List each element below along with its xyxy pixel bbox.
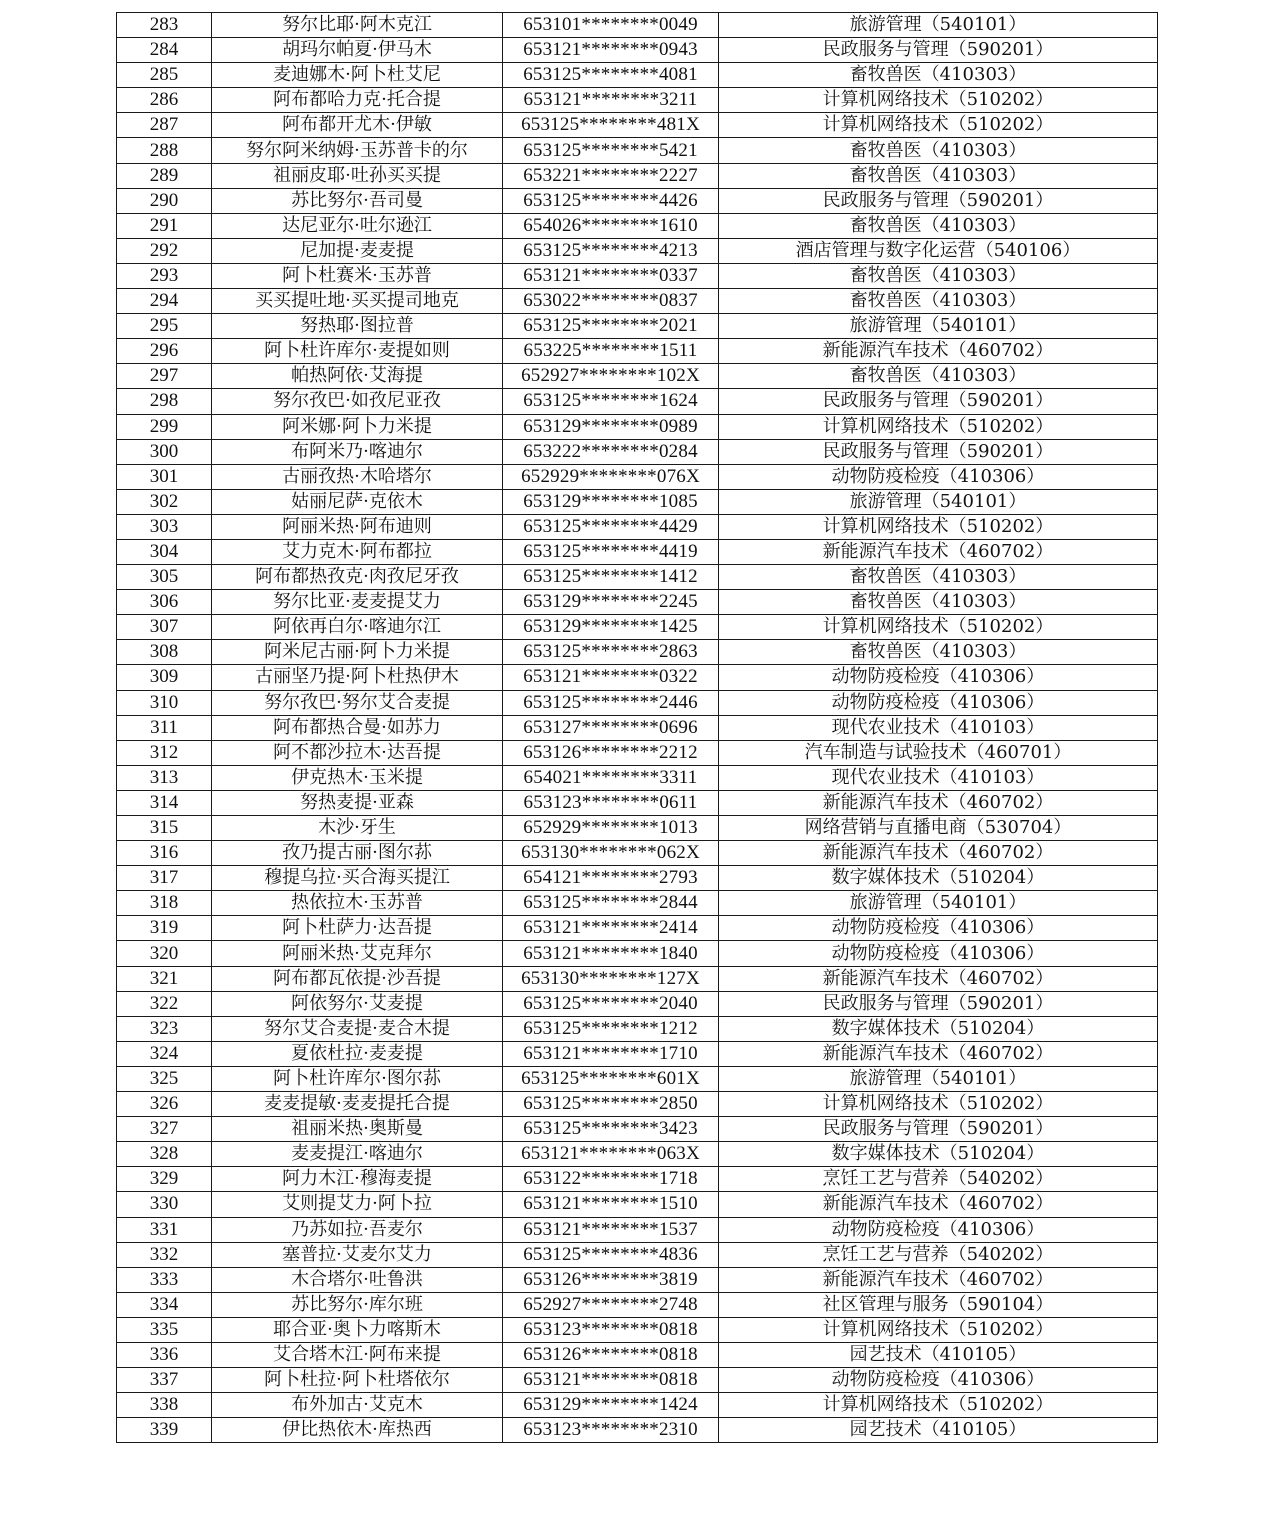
student-name-cell: 乃苏如拉·吾麦尔 — [212, 1217, 503, 1242]
table-row — [117, 740, 1158, 765]
table-row — [117, 489, 1158, 514]
student-name-cell: 布外加古·艾克木 — [212, 1393, 503, 1418]
student-name-cell: 努热麦提·亚森 — [212, 790, 503, 815]
major-cell: 动物防疫检疫（410306） — [719, 941, 1158, 966]
student-name-cell: 阿卜杜萨力·达吾提 — [212, 916, 503, 941]
id-number-cell: 653125********4419 — [503, 539, 719, 564]
table-row — [117, 866, 1158, 891]
id-number-cell: 653222********0284 — [503, 439, 719, 464]
major-cell: 数字媒体技术（510204） — [719, 1142, 1158, 1167]
table-row — [117, 590, 1158, 615]
major-cell: 数字媒体技术（510204） — [719, 866, 1158, 891]
major-cell: 烹饪工艺与营养（540202） — [719, 1242, 1158, 1267]
major-cell: 计算机网络技术（510202） — [719, 88, 1158, 113]
student-name-cell: 祖丽皮耶·吐孙买买提 — [212, 163, 503, 188]
major-cell: 新能源汽车技术（460702） — [719, 790, 1158, 815]
major-cell: 新能源汽车技术（460702） — [719, 1041, 1158, 1066]
student-name-cell: 麦迪娜木·阿卜杜艾尼 — [212, 63, 503, 88]
student-name-cell: 麦麦提敏·麦麦提托合提 — [212, 1092, 503, 1117]
major-cell: 民政服务与管理（590201） — [719, 188, 1158, 213]
table-row — [117, 1041, 1158, 1066]
row-number-cell: 330 — [117, 1192, 212, 1217]
row-number-cell: 331 — [117, 1217, 212, 1242]
student-name-cell: 夏依杜拉·麦麦提 — [212, 1041, 503, 1066]
student-name-cell: 阿布都开尤木·伊敏 — [212, 113, 503, 138]
student-name-cell: 穆提乌拉·买合海买提江 — [212, 866, 503, 891]
row-number-cell: 286 — [117, 88, 212, 113]
row-number-cell: 308 — [117, 640, 212, 665]
row-number-cell: 326 — [117, 1092, 212, 1117]
major-cell: 动物防疫检疫（410306） — [719, 1368, 1158, 1393]
table-row — [117, 841, 1158, 866]
student-name-cell: 阿卜杜许库尔·图尔荪 — [212, 1066, 503, 1091]
id-number-cell: 653129********2245 — [503, 590, 719, 615]
table-row — [117, 991, 1158, 1016]
student-name-cell: 达尼亚尔·吐尔逊江 — [212, 213, 503, 238]
id-number-cell: 653022********0837 — [503, 289, 719, 314]
student-name-cell: 孜乃提古丽·图尔荪 — [212, 841, 503, 866]
id-number-cell: 653129********1425 — [503, 615, 719, 640]
id-number-cell: 653101********0049 — [503, 13, 719, 38]
id-number-cell: 653125********2844 — [503, 891, 719, 916]
id-number-cell: 653125********1212 — [503, 1016, 719, 1041]
major-cell: 新能源汽车技术（460702） — [719, 339, 1158, 364]
id-number-cell: 653125********4429 — [503, 514, 719, 539]
row-number-cell: 328 — [117, 1142, 212, 1167]
table-row — [117, 1217, 1158, 1242]
table-row — [117, 966, 1158, 991]
id-number-cell: 653125********601X — [503, 1066, 719, 1091]
major-cell: 园艺技术（410105） — [719, 1342, 1158, 1367]
student-name-cell: 阿力木江·穆海麦提 — [212, 1167, 503, 1192]
row-number-cell: 317 — [117, 866, 212, 891]
id-number-cell: 653121********0322 — [503, 665, 719, 690]
table-row — [117, 13, 1158, 38]
student-name-cell: 阿米尼古丽·阿卜力米提 — [212, 640, 503, 665]
row-number-cell: 334 — [117, 1292, 212, 1317]
row-number-cell: 310 — [117, 690, 212, 715]
row-number-cell: 327 — [117, 1117, 212, 1142]
student-name-cell: 努尔比亚·麦麦提艾力 — [212, 590, 503, 615]
id-number-cell: 653225********1511 — [503, 339, 719, 364]
id-number-cell: 652927********2748 — [503, 1292, 719, 1317]
row-number-cell: 304 — [117, 539, 212, 564]
row-number-cell: 319 — [117, 916, 212, 941]
major-cell: 民政服务与管理（590201） — [719, 439, 1158, 464]
row-number-cell: 305 — [117, 565, 212, 590]
id-number-cell: 653121********0818 — [503, 1368, 719, 1393]
row-number-cell: 294 — [117, 289, 212, 314]
major-cell: 畜牧兽医（410303） — [719, 640, 1158, 665]
student-name-cell: 阿布都哈力克·托合提 — [212, 88, 503, 113]
table-row — [117, 113, 1158, 138]
table-row — [117, 1242, 1158, 1267]
student-name-cell: 热依拉木·玉苏普 — [212, 891, 503, 916]
student-name-cell: 木合塔尔·吐鲁洪 — [212, 1267, 503, 1292]
major-cell: 旅游管理（540101） — [719, 489, 1158, 514]
table-row — [117, 88, 1158, 113]
id-number-cell: 653125********2021 — [503, 314, 719, 339]
student-name-cell: 努尔比耶·阿木克江 — [212, 13, 503, 38]
table-row — [117, 690, 1158, 715]
major-cell: 计算机网络技术（510202） — [719, 1317, 1158, 1342]
row-number-cell: 323 — [117, 1016, 212, 1041]
row-number-cell: 283 — [117, 13, 212, 38]
major-cell: 计算机网络技术（510202） — [719, 1393, 1158, 1418]
table-row — [117, 1292, 1158, 1317]
row-number-cell: 295 — [117, 314, 212, 339]
row-number-cell: 293 — [117, 263, 212, 288]
table-row — [117, 1066, 1158, 1091]
id-number-cell: 653125********1412 — [503, 565, 719, 590]
student-name-cell: 阿不都沙拉木·达吾提 — [212, 740, 503, 765]
major-cell: 畜牧兽医（410303） — [719, 289, 1158, 314]
student-name-cell: 塞普拉·艾麦尔艾力 — [212, 1242, 503, 1267]
id-number-cell: 652929********1013 — [503, 816, 719, 841]
id-number-cell: 654121********2793 — [503, 866, 719, 891]
table-row — [117, 916, 1158, 941]
id-number-cell: 653123********0818 — [503, 1317, 719, 1342]
student-name-cell: 阿卜杜拉·阿卜杜塔依尔 — [212, 1368, 503, 1393]
student-name-cell: 姑丽尼萨·克依木 — [212, 489, 503, 514]
table-row — [117, 1142, 1158, 1167]
id-number-cell: 653121********2414 — [503, 916, 719, 941]
row-number-cell: 316 — [117, 841, 212, 866]
major-cell: 畜牧兽医（410303） — [719, 263, 1158, 288]
student-name-cell: 阿卜杜许库尔·麦提如则 — [212, 339, 503, 364]
major-cell: 酒店管理与数字化运营（540106） — [719, 238, 1158, 263]
major-cell: 动物防疫检疫（410306） — [719, 916, 1158, 941]
table-row — [117, 213, 1158, 238]
table-row — [117, 1167, 1158, 1192]
id-number-cell: 653221********2227 — [503, 163, 719, 188]
table-row — [117, 38, 1158, 63]
major-cell: 畜牧兽医（410303） — [719, 364, 1158, 389]
table-row — [117, 640, 1158, 665]
id-number-cell: 653129********0989 — [503, 414, 719, 439]
row-number-cell: 287 — [117, 113, 212, 138]
major-cell: 畜牧兽医（410303） — [719, 63, 1158, 88]
id-number-cell: 653121********063X — [503, 1142, 719, 1167]
row-number-cell: 318 — [117, 891, 212, 916]
id-number-cell: 653126********3819 — [503, 1267, 719, 1292]
id-number-cell: 653125********2040 — [503, 991, 719, 1016]
row-number-cell: 309 — [117, 665, 212, 690]
row-number-cell: 320 — [117, 941, 212, 966]
table-row — [117, 941, 1158, 966]
student-name-cell: 阿布都瓦依提·沙吾提 — [212, 966, 503, 991]
table-row — [117, 539, 1158, 564]
id-number-cell: 653121********3211 — [503, 88, 719, 113]
major-cell: 民政服务与管理（590201） — [719, 389, 1158, 414]
table-row — [117, 1393, 1158, 1418]
id-number-cell: 653123********2310 — [503, 1418, 719, 1443]
table-row — [117, 289, 1158, 314]
student-name-cell: 耶合亚·奥卜力喀斯木 — [212, 1317, 503, 1342]
row-number-cell: 292 — [117, 238, 212, 263]
major-cell: 汽车制造与试验技术（460701） — [719, 740, 1158, 765]
id-number-cell: 653121********1710 — [503, 1041, 719, 1066]
table-row — [117, 1368, 1158, 1393]
row-number-cell: 336 — [117, 1342, 212, 1367]
student-name-cell: 努热耶·图拉普 — [212, 314, 503, 339]
row-number-cell: 300 — [117, 439, 212, 464]
student-name-cell: 艾则提艾力·阿卜拉 — [212, 1192, 503, 1217]
table-row — [117, 263, 1158, 288]
row-number-cell: 289 — [117, 163, 212, 188]
id-number-cell: 653125********4426 — [503, 188, 719, 213]
table-row — [117, 339, 1158, 364]
table-row — [117, 63, 1158, 88]
student-name-cell: 帕热阿依·艾海提 — [212, 364, 503, 389]
major-cell: 畜牧兽医（410303） — [719, 565, 1158, 590]
table-row — [117, 790, 1158, 815]
table-row — [117, 163, 1158, 188]
id-number-cell: 653127********0696 — [503, 715, 719, 740]
id-number-cell: 653121********1537 — [503, 1217, 719, 1242]
student-name-cell: 伊比热依木·库热西 — [212, 1418, 503, 1443]
major-cell: 民政服务与管理（590201） — [719, 38, 1158, 63]
row-number-cell: 307 — [117, 615, 212, 640]
row-number-cell: 325 — [117, 1066, 212, 1091]
student-name-cell: 祖丽米热·奥斯曼 — [212, 1117, 503, 1142]
row-number-cell: 311 — [117, 715, 212, 740]
row-number-cell: 297 — [117, 364, 212, 389]
roster-table — [116, 12, 1158, 1443]
roster-table-body — [117, 13, 1158, 1443]
id-number-cell: 653125********481X — [503, 113, 719, 138]
major-cell: 现代农业技术（410103） — [719, 765, 1158, 790]
id-number-cell: 653129********1085 — [503, 489, 719, 514]
major-cell: 旅游管理（540101） — [719, 1066, 1158, 1091]
id-number-cell: 653121********1840 — [503, 941, 719, 966]
row-number-cell: 299 — [117, 414, 212, 439]
student-name-cell: 阿依努尔·艾麦提 — [212, 991, 503, 1016]
student-name-cell: 古丽孜热·木哈塔尔 — [212, 464, 503, 489]
table-row — [117, 615, 1158, 640]
id-number-cell: 653123********0611 — [503, 790, 719, 815]
major-cell: 新能源汽车技术（460702） — [719, 841, 1158, 866]
table-row — [117, 891, 1158, 916]
major-cell: 新能源汽车技术（460702） — [719, 966, 1158, 991]
id-number-cell: 653125********2446 — [503, 690, 719, 715]
row-number-cell: 301 — [117, 464, 212, 489]
table-row — [117, 389, 1158, 414]
id-number-cell: 653130********062X — [503, 841, 719, 866]
id-number-cell: 653129********1424 — [503, 1393, 719, 1418]
student-name-cell: 麦麦提江·喀迪尔 — [212, 1142, 503, 1167]
row-number-cell: 333 — [117, 1267, 212, 1292]
id-number-cell: 652929********076X — [503, 464, 719, 489]
id-number-cell: 653125********4081 — [503, 63, 719, 88]
table-row — [117, 665, 1158, 690]
student-name-cell: 阿布都热孜克·肉孜尼牙孜 — [212, 565, 503, 590]
table-row — [117, 565, 1158, 590]
major-cell: 网络营销与直播电商（530704） — [719, 816, 1158, 841]
row-number-cell: 321 — [117, 966, 212, 991]
student-name-cell: 伊克热木·玉米提 — [212, 765, 503, 790]
major-cell: 计算机网络技术（510202） — [719, 113, 1158, 138]
id-number-cell: 653121********0337 — [503, 263, 719, 288]
major-cell: 计算机网络技术（510202） — [719, 414, 1158, 439]
student-name-cell: 艾合塔木江·阿布来提 — [212, 1342, 503, 1367]
id-number-cell: 654026********1610 — [503, 213, 719, 238]
row-number-cell: 315 — [117, 816, 212, 841]
major-cell: 动物防疫检疫（410306） — [719, 665, 1158, 690]
table-row — [117, 314, 1158, 339]
id-number-cell: 653122********1718 — [503, 1167, 719, 1192]
row-number-cell: 288 — [117, 138, 212, 163]
student-name-cell: 阿米娜·阿卜力米提 — [212, 414, 503, 439]
student-name-cell: 阿丽米热·阿布迪则 — [212, 514, 503, 539]
student-name-cell: 努尔艾合麦提·麦合木提 — [212, 1016, 503, 1041]
table-row — [117, 715, 1158, 740]
id-number-cell: 653126********0818 — [503, 1342, 719, 1367]
major-cell: 旅游管理（540101） — [719, 13, 1158, 38]
major-cell: 计算机网络技术（510202） — [719, 1092, 1158, 1117]
id-number-cell: 653125********4213 — [503, 238, 719, 263]
student-name-cell: 苏比努尔·库尔班 — [212, 1292, 503, 1317]
row-number-cell: 290 — [117, 188, 212, 213]
major-cell: 动物防疫检疫（410306） — [719, 1217, 1158, 1242]
table-row — [117, 1016, 1158, 1041]
major-cell: 旅游管理（540101） — [719, 314, 1158, 339]
table-row — [117, 1317, 1158, 1342]
table-row — [117, 514, 1158, 539]
table-row — [117, 1267, 1158, 1292]
table-row — [117, 1117, 1158, 1142]
student-name-cell: 努尔孜巴·如孜尼亚孜 — [212, 389, 503, 414]
major-cell: 民政服务与管理（590201） — [719, 991, 1158, 1016]
major-cell: 畜牧兽医（410303） — [719, 213, 1158, 238]
id-number-cell: 653125********4836 — [503, 1242, 719, 1267]
row-number-cell: 303 — [117, 514, 212, 539]
major-cell: 畜牧兽医（410303） — [719, 590, 1158, 615]
id-number-cell: 653125********3423 — [503, 1117, 719, 1142]
row-number-cell: 329 — [117, 1167, 212, 1192]
id-number-cell: 653126********2212 — [503, 740, 719, 765]
major-cell: 动物防疫检疫（410306） — [719, 690, 1158, 715]
major-cell: 计算机网络技术（510202） — [719, 615, 1158, 640]
table-row — [117, 464, 1158, 489]
student-name-cell: 木沙·牙生 — [212, 816, 503, 841]
table-row — [117, 188, 1158, 213]
student-name-cell: 阿布都热合曼·如苏力 — [212, 715, 503, 740]
student-name-cell: 胡玛尔帕夏·伊马木 — [212, 38, 503, 63]
row-number-cell: 339 — [117, 1418, 212, 1443]
row-number-cell: 298 — [117, 389, 212, 414]
table-row — [117, 1418, 1158, 1443]
table-row — [117, 414, 1158, 439]
row-number-cell: 324 — [117, 1041, 212, 1066]
id-number-cell: 653125********2863 — [503, 640, 719, 665]
row-number-cell: 313 — [117, 765, 212, 790]
major-cell: 烹饪工艺与营养（540202） — [719, 1167, 1158, 1192]
table-row — [117, 1092, 1158, 1117]
student-name-cell: 苏比努尔·吾司曼 — [212, 188, 503, 213]
table-row — [117, 816, 1158, 841]
major-cell: 新能源汽车技术（460702） — [719, 1192, 1158, 1217]
row-number-cell: 291 — [117, 213, 212, 238]
row-number-cell: 296 — [117, 339, 212, 364]
id-number-cell: 653121********1510 — [503, 1192, 719, 1217]
major-cell: 新能源汽车技术（460702） — [719, 1267, 1158, 1292]
major-cell: 社区管理与服务（590104） — [719, 1292, 1158, 1317]
major-cell: 民政服务与管理（590201） — [719, 1117, 1158, 1142]
table-row — [117, 765, 1158, 790]
table-row — [117, 1342, 1158, 1367]
major-cell: 动物防疫检疫（410306） — [719, 464, 1158, 489]
student-name-cell: 古丽坚乃提·阿卜杜热伊木 — [212, 665, 503, 690]
major-cell: 计算机网络技术（510202） — [719, 514, 1158, 539]
row-number-cell: 332 — [117, 1242, 212, 1267]
table-row — [117, 439, 1158, 464]
id-number-cell: 653125********1624 — [503, 389, 719, 414]
row-number-cell: 337 — [117, 1368, 212, 1393]
row-number-cell: 314 — [117, 790, 212, 815]
student-name-cell: 艾力克木·阿布都拉 — [212, 539, 503, 564]
student-name-cell: 努尔阿米纳姆·玉苏普卡的尔 — [212, 138, 503, 163]
row-number-cell: 284 — [117, 38, 212, 63]
id-number-cell: 652927********102X — [503, 364, 719, 389]
id-number-cell: 653130********127X — [503, 966, 719, 991]
row-number-cell: 338 — [117, 1393, 212, 1418]
table-row — [117, 138, 1158, 163]
student-name-cell: 努尔孜巴·努尔艾合麦提 — [212, 690, 503, 715]
major-cell: 旅游管理（540101） — [719, 891, 1158, 916]
id-number-cell: 654021********3311 — [503, 765, 719, 790]
major-cell: 园艺技术（410105） — [719, 1418, 1158, 1443]
row-number-cell: 335 — [117, 1317, 212, 1342]
table-row — [117, 364, 1158, 389]
major-cell: 畜牧兽医（410303） — [719, 138, 1158, 163]
student-name-cell: 阿依再白尔·喀迪尔江 — [212, 615, 503, 640]
id-number-cell: 653125********2850 — [503, 1092, 719, 1117]
row-number-cell: 306 — [117, 590, 212, 615]
student-name-cell: 买买提吐地·买买提司地克 — [212, 289, 503, 314]
student-name-cell: 布阿米乃·喀迪尔 — [212, 439, 503, 464]
id-number-cell: 653125********5421 — [503, 138, 719, 163]
major-cell: 现代农业技术（410103） — [719, 715, 1158, 740]
row-number-cell: 322 — [117, 991, 212, 1016]
row-number-cell: 285 — [117, 63, 212, 88]
id-number-cell: 653121********0943 — [503, 38, 719, 63]
major-cell: 数字媒体技术（510204） — [719, 1016, 1158, 1041]
student-name-cell: 阿丽米热·艾克拜尔 — [212, 941, 503, 966]
major-cell: 新能源汽车技术（460702） — [719, 539, 1158, 564]
student-name-cell: 尼加提·麦麦提 — [212, 238, 503, 263]
table-row — [117, 1192, 1158, 1217]
major-cell: 畜牧兽医（410303） — [719, 163, 1158, 188]
table-row — [117, 238, 1158, 263]
row-number-cell: 302 — [117, 489, 212, 514]
student-name-cell: 阿卜杜赛米·玉苏普 — [212, 263, 503, 288]
row-number-cell: 312 — [117, 740, 212, 765]
